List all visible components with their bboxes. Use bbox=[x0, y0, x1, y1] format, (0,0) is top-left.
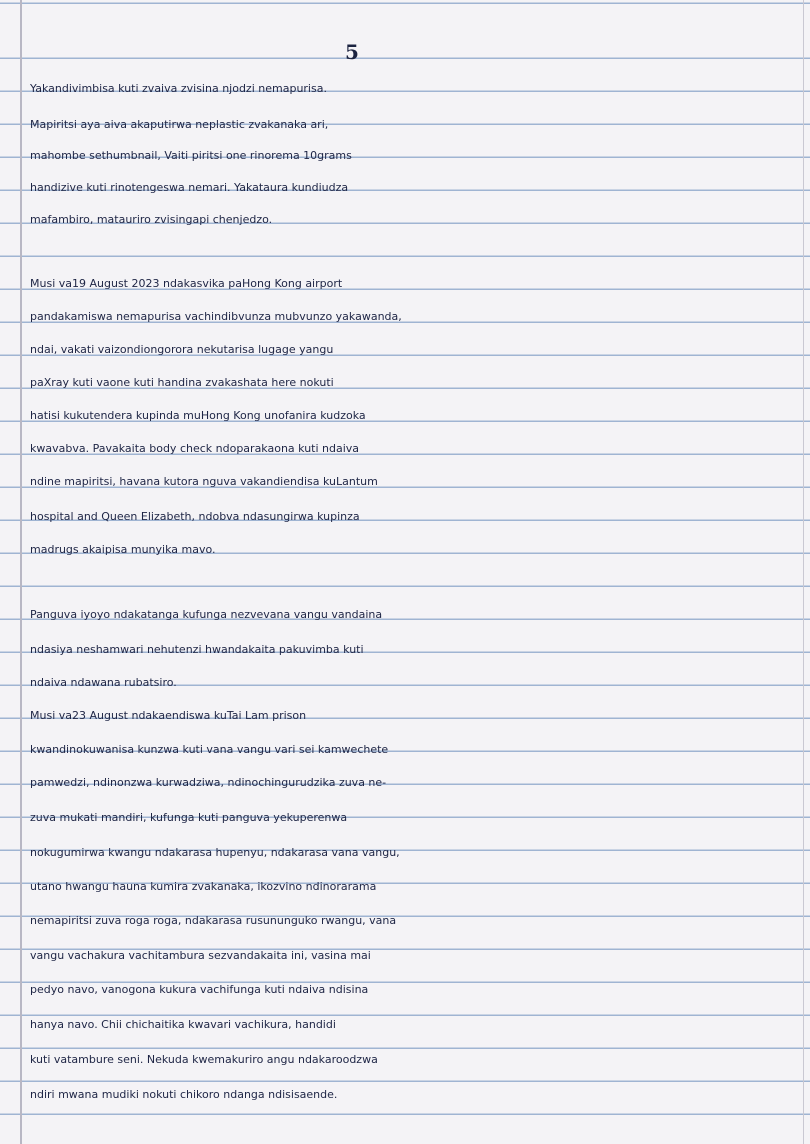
text-line: mafambiro, matauriro zvisingapi chenjedzo. bbox=[30, 213, 273, 226]
text-line: nemapiritsi zuva roga roga, ndakarasa rusununguko rwangu, vana bbox=[30, 914, 397, 927]
text-line: nokugumirwa kwangu ndakarasa hupenyu, ndakarasa vana vangu, bbox=[30, 846, 400, 859]
text-line: pedyo navo, vanogona kukura vachifunga kuti ndaiva ndisina bbox=[30, 983, 369, 996]
text-line: pamwedzi, ndinonzwa kurwadziwa, ndinochingurudzika zuva ne- bbox=[30, 776, 387, 789]
text-line: kwavabva. Pavakaita body check ndoparakaona kuti ndaiva bbox=[30, 442, 360, 455]
text-line: madrugs akaipisa munyika mavo. bbox=[30, 543, 216, 556]
text-line: utano hwangu hauna kumira zvakanaka, ikozvino ndinorarama bbox=[30, 880, 377, 893]
text-line: Musi va23 August ndakaendiswa kuTai Lam prison bbox=[30, 709, 307, 722]
text-line: kwandinokuwanisa kunzwa kuti vana vangu vari sei kamwechete bbox=[30, 743, 389, 756]
text-line: mahombe sethumbnail, Vaiti piritsi one rinorema 10grams bbox=[30, 149, 352, 162]
text-line: ndine mapiritsi, havana kutora nguva vakandiendisa kuLantum bbox=[30, 475, 378, 488]
text-line: handizive kuti rinotengeswa nemari. Yakataura kundiudza bbox=[30, 181, 349, 194]
text-line: ndai, vakati vaizondiongorora nekutarisa lugage yangu bbox=[30, 343, 334, 356]
text-line: Mapiritsi aya aiva akaputirwa neplastic zvakanaka ari, bbox=[30, 118, 329, 131]
margin-line bbox=[20, 0, 22, 1144]
page-edge bbox=[803, 0, 804, 1144]
text-line: Yakandivimbisa kuti zvaiva zvisina njodzi nemapurisa. bbox=[30, 82, 327, 95]
text-line: hospital and Queen Elizabeth, ndobva ndasungirwa kupinza bbox=[30, 510, 360, 523]
text-line: vangu vachakura vachitambura sezvandakaita ini, vasina mai bbox=[30, 949, 371, 962]
text-line: hanya navo. Chii chichaitika kwavari vachikura, handidi bbox=[30, 1018, 336, 1031]
page-number: 5 bbox=[345, 40, 360, 64]
text-line: kuti vatambure seni. Nekuda kwemakuriro angu ndakaroodzwa bbox=[30, 1053, 378, 1066]
text-line: ndaiva ndawana rubatsiro. bbox=[30, 676, 177, 689]
text-line: paXray kuti vaone kuti handina zvakashata here nokuti bbox=[30, 376, 334, 389]
text-line: Musi va19 August 2023 ndakasvika paHong Kong airport bbox=[30, 277, 343, 290]
text-line: pandakamiswa nemapurisa vachindibvunza mubvunzo yakawanda, bbox=[30, 310, 402, 323]
text-line: zuva mukati mandiri, kufunga kuti panguva yekuperenwa bbox=[30, 811, 348, 824]
text-line: hatisi kukutendera kupinda muHong Kong unofanira kudzoka bbox=[30, 409, 366, 422]
text-line: ndiri mwana mudiki nokuti chikoro ndanga ndisisaende. bbox=[30, 1088, 338, 1101]
text-line: Panguva iyoyo ndakatanga kufunga nezvevana vangu vandaina bbox=[30, 608, 383, 621]
text-line: ndasiya neshamwari nehutenzi hwandakaita pakuvimba kuti bbox=[30, 643, 364, 656]
